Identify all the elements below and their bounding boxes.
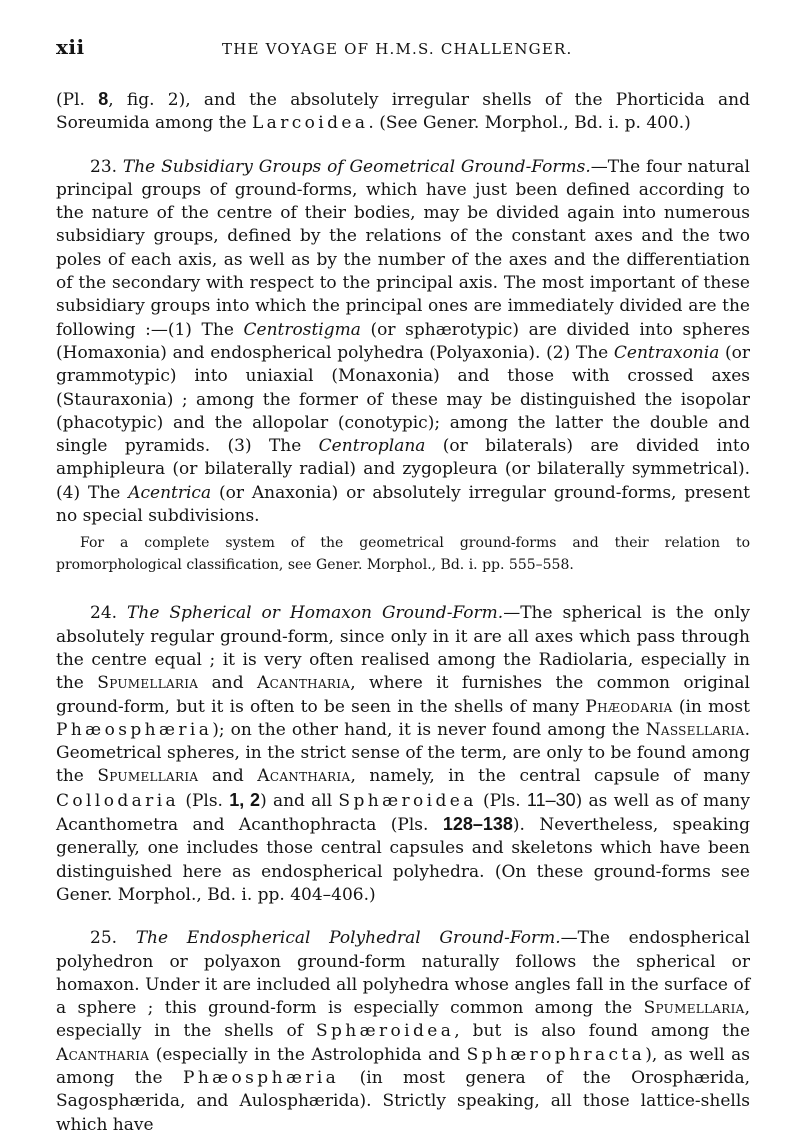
section-number: 24. [90, 603, 128, 624]
page-number: xii [56, 35, 85, 59]
paragraph-continuation: (Pl. 8, fig. 2), and the absolutely irregular shells of the Phorticida and Soreumida among the Larcoidea. (See Gener. Morphol., Bd. i. p. 400.) [56, 89, 750, 134]
running-head [56, 36, 750, 66]
section-title: The Subsidiary Groups of Geometrical Ground-Forms. [122, 156, 591, 177]
footnote-reference: For a complete system of the geometrical ground-forms and their relation to promorphological classification, see Gener. Morphol., Bd. i. pp. 555–558. [56, 535, 750, 574]
section-number: 25. [90, 928, 136, 949]
section-number: 23. [90, 156, 123, 177]
section-24: 24. The Spherical or Homaxon Ground-Form.—The spherical is the only absolutely regular ground-form, since only in it are all axes which pass through the centre equal ; it is very often realised among the Radiolaria, especially in the Spumellaria and Acantharia, where it furnishes the common original ground-form, but it is often to be seen in the shells of many Phæodaria (in most Phæosphæria); on the other hand, it is never found among the Nassellaria. Geometrical spheres, in the strict sense of the term, are only to be found among the Spumellaria and Acantharia, namely, in the central capsule of many Collodaria (Pls. 1, 2) and all Sphæroidea (Pls. 11–30) as well as of many Acanthometra and Acanthophracta (Pls. 128–138). Nevertheless, speaking generally, one includes those central capsules and skeletons which have been distinguished here as endospherical polyhedra. (On these ground-forms see Gener. Morphol., Bd. i. pp. 404–406.) [56, 603, 750, 905]
section-23: 23. The Subsidiary Groups of Geometrical Ground-Forms.—The four natural principal groups of ground-forms, which have just been defined according to the nature of the centre of their bodies, may be divided again into numerous subsidiary groups, defined by the relations of the constant axes and the two poles of each axis, as well as by the number of the axes and the differentiation of the secondary with respect to the principal axis. The most important of these subsidiary groups into which the principal ones are immediately divided are the following :—(1) The Centrostigma (or sphærotypic) are divided into spheres (Homaxonia) and endospherical polyhedra (Polyaxonia). (2) The Centraxonia (or grammotypic) into uniaxial (Monaxonia) and those with crossed axes (Stauraxonia) ; among the former of these may be distinguished the isopolar (phacotypic) and the allopolar (conotypic); among the latter the double and single pyramids. (3) The Centroplana (or bilaterals) are divided into amphipleura (or bilaterally radial) and zygopleura (or bilaterally symmetrical). (4) The Acentrica (or Anaxonia) or absolutely irregular ground-forms, present no special subdivisions. [56, 156, 750, 527]
section-title: The Endospherical Polyhedral Ground-Form. [135, 928, 561, 949]
section-title: The Spherical or Homaxon Ground-Form. [127, 603, 504, 624]
section-25: 25. The Endospherical Polyhedral Ground-Form.—The endospherical polyhedron or polyaxon ground-form naturally follows the spherical or homaxon. Under it are included all polyhedra whose angles fall in the surface of a sphere ; this ground-form is especially common among the Spumellaria, especially in the shells of Sphæroidea, but is also found among the Acantharia (especially in the Astrolophida and Sphærophracta), as well as among the Phæosphæria (in most genera of the Orosphærida, Sagosphærida, and Aulosphærida). Strictly speaking, all those lattice-shells which have [56, 928, 750, 1135]
running-title: THE VOYAGE OF H.M.S. CHALLENGER. [222, 40, 573, 58]
